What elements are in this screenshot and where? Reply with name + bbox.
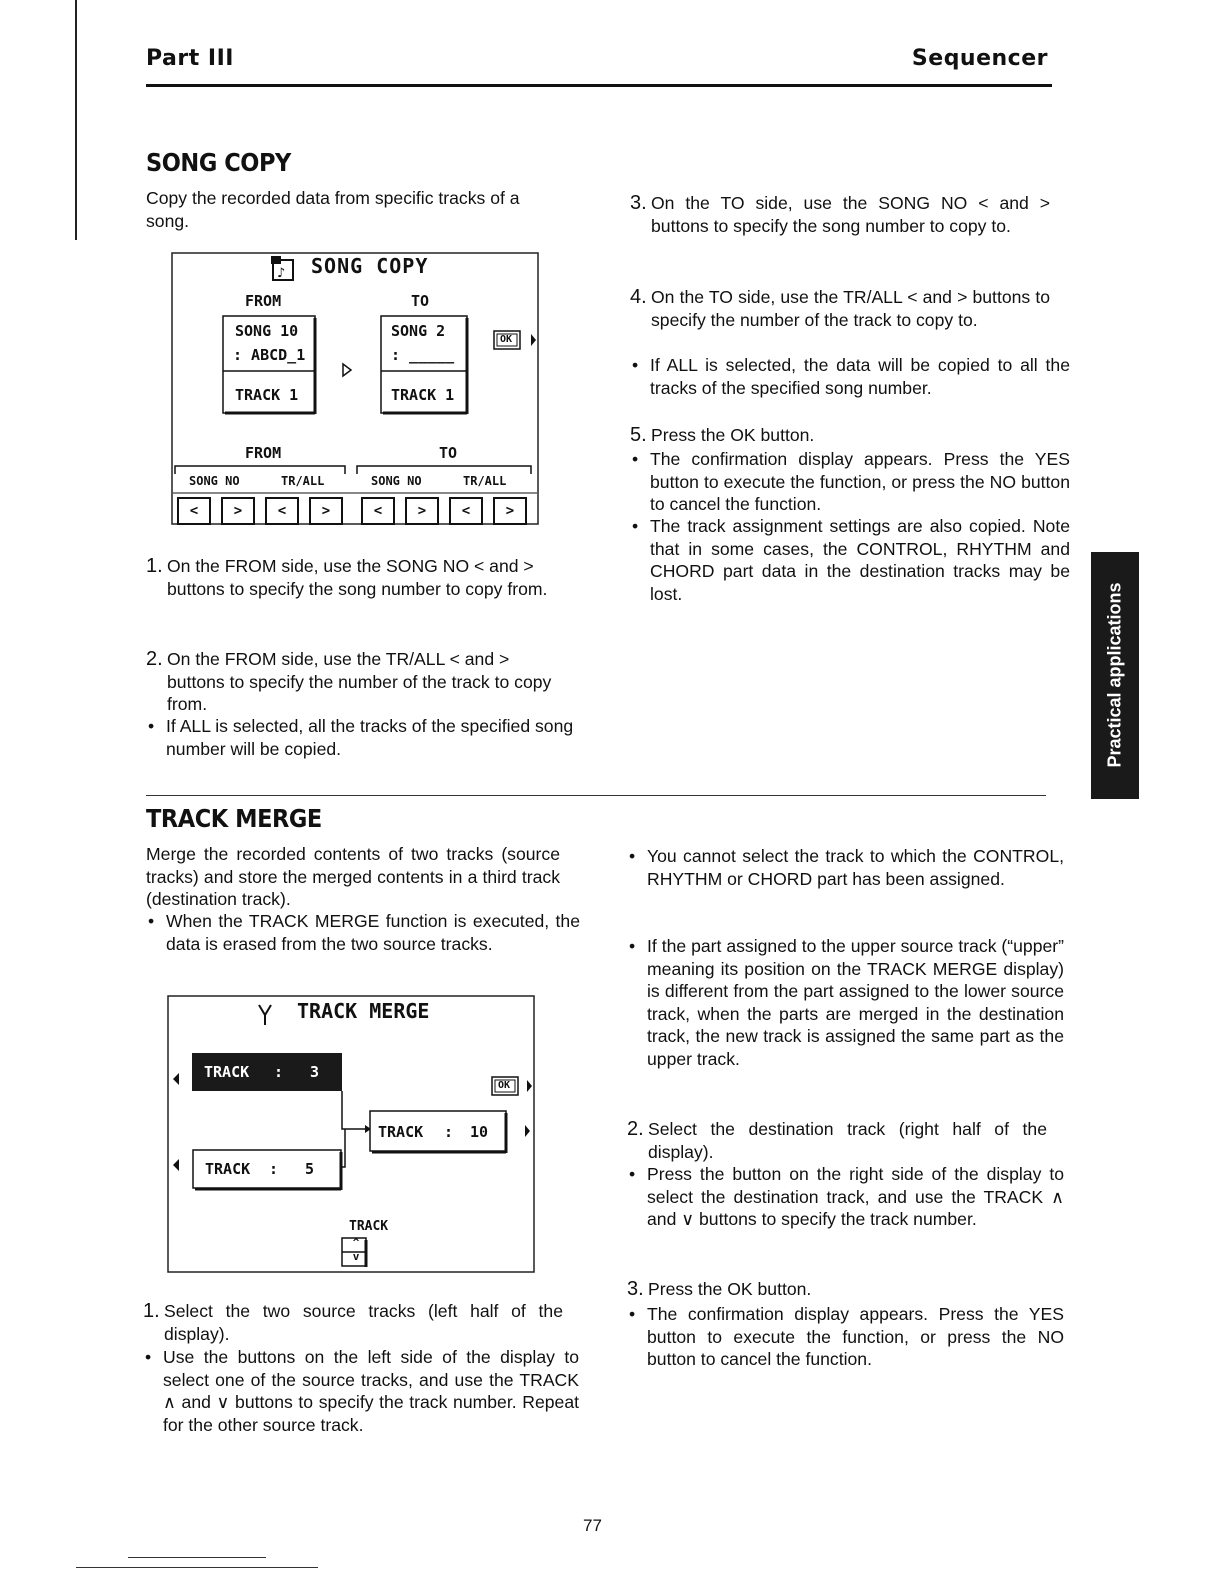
- track-merge-bullet-upper: • If the part assigned to the upper source track (“upper” meaning its position on the TRACK MERGE display) is different from the part assigned to the lower source track, when the parts are merged in the destination track, the new track is assigned the same part as the upper track.: [627, 935, 1064, 1070]
- song-copy-step-2: 2. On the FROM side, use the TR/ALL < and > buttons to specify the number of the track to copy from.: [146, 648, 552, 714]
- from-group-label: FROM: [245, 444, 282, 462]
- song-copy-intro: Copy the recorded data from specific tracks of a song.: [146, 188, 520, 231]
- track-updown-label: TRACK: [349, 1219, 389, 1234]
- track-merge-bullet-destination: • Press the button on the right side of the display to select the destination track, and use the TRACK ∧ and ∨ buttons to specify the track number.: [627, 1163, 1064, 1231]
- track-merge-bullet-confirm: • The confirmation display appears. Press the YES button to execute the function, or press the NO button to cancel the function.: [627, 1303, 1064, 1371]
- song-copy-bullet-assign: • The track assignment settings are also copied. Note that in some cases, the CONTROL, RHYTHM and CHORD part data in the destination tracks may be lost.: [630, 515, 1070, 605]
- source-lower-label: TRACK: [205, 1160, 251, 1178]
- source-lower-track[interactable]: [193, 1150, 341, 1188]
- to-song-no-label: SONG NO: [371, 474, 422, 488]
- song-copy-bullet-all-to: • If ALL is selected, the data will be copied to all the tracks of the specified song number.: [630, 354, 1070, 399]
- track-merge-step-1: 1. Select the two source tracks (left half of the display).: [143, 1300, 563, 1344]
- side-tab-label: Practical applications: [1104, 582, 1125, 768]
- destination-label: TRACK: [378, 1123, 424, 1141]
- header-part: Part III: [146, 46, 234, 71]
- side-tab: [1091, 552, 1139, 799]
- track-merge-step-3: 3. Press the OK button.: [627, 1278, 812, 1300]
- to-song-no-prev-button[interactable]: <: [361, 497, 395, 525]
- to-tr-all-next-button[interactable]: >: [493, 497, 527, 525]
- destination-colon: :: [444, 1123, 454, 1141]
- track-merge-bullet-source: • Use the buttons on the left side of the display to select one of the source tracks, and use the TRACK ∧ and ∨ buttons to specify the track number. Repeat for the other source track.: [143, 1346, 579, 1436]
- song-copy-step-3: 3. On the TO side, use the SONG NO < and > buttons to specify the song number to copy to.: [630, 192, 1050, 236]
- source-upper-number: 3: [310, 1063, 320, 1081]
- to-song-number: SONG 2: [391, 322, 446, 340]
- header-section: Sequencer: [911, 46, 1048, 71]
- ok-button[interactable]: OK: [500, 334, 513, 345]
- from-song-no-label: SONG NO: [189, 474, 240, 488]
- from-tr-all-next-button[interactable]: >: [309, 497, 343, 525]
- destination-track[interactable]: [370, 1111, 506, 1151]
- song-copy-bullet-all: • If ALL is selected, all the tracks of the specified song number will be copied.: [146, 715, 586, 760]
- song-icon: [271, 256, 293, 281]
- svg-text:♪: ♪: [277, 266, 286, 281]
- source-upper-colon: :: [274, 1063, 284, 1081]
- display-from-label: FROM: [245, 292, 282, 310]
- track-merge-display-title: TRACK MERGE: [297, 999, 430, 1023]
- header-rule: [146, 84, 1052, 87]
- song-copy-display: [171, 252, 539, 525]
- track-merge-step-2: 2. Select the destination track (right half of the display).: [627, 1118, 1047, 1162]
- arrow-right-icon: [343, 364, 351, 376]
- from-song-no-next-button[interactable]: >: [221, 497, 255, 525]
- track-merge-intro: Merge the recorded contents of two tracks (source tracks) and store the merged contents in a third track (destination track).: [146, 844, 560, 909]
- song-copy-step-4: 4. On the TO side, use the TR/ALL < and > buttons to specify the number of the track to copy to.: [630, 286, 1050, 330]
- to-song-name: : _____: [391, 346, 455, 364]
- page-number: 77: [583, 1516, 602, 1535]
- from-song-no-prev-button[interactable]: <: [177, 497, 211, 525]
- track-merge-title: TRACK MERGE: [146, 804, 322, 833]
- to-tr-all-label: TR/ALL: [463, 474, 507, 488]
- track-merge-bullet-cannot: • You cannot select the track to which the CONTROL, RHYTHM or CHORD part has been assigned.: [627, 845, 1064, 890]
- to-tr-all-prev-button[interactable]: <: [449, 497, 483, 525]
- track-merge-display: [167, 995, 535, 1273]
- song-copy-display-title: SONG COPY: [311, 254, 429, 278]
- from-tr-all-label: TR/ALL: [281, 474, 325, 488]
- track-merge-intro-bullet: • When the TRACK MERGE function is executed, the data is erased from the two source tracks.: [146, 910, 580, 955]
- song-copy-title: SONG COPY: [146, 148, 291, 177]
- to-group-label: TO: [439, 444, 458, 462]
- song-copy-bullet-confirm: • The confirmation display appears. Press the YES button to execute the function, or press the NO button to cancel the function.: [630, 448, 1070, 516]
- to-song-no-next-button[interactable]: >: [405, 497, 439, 525]
- source-lower-colon: :: [269, 1160, 279, 1178]
- footer-rule-short: [128, 1557, 266, 1558]
- song-copy-step-5: 5. Press the OK button.: [630, 424, 815, 446]
- to-track[interactable]: TRACK 1: [391, 386, 455, 404]
- source-upper-label: TRACK: [204, 1063, 250, 1081]
- left-margin-rule: [75, 0, 77, 240]
- footer-rule: [76, 1567, 318, 1568]
- track-down-button[interactable]: v: [352, 1250, 360, 1263]
- song-copy-step-1: 1. On the FROM side, use the SONG NO < and > buttons to specify the song number to copy from.: [146, 555, 548, 599]
- section-divider: [146, 795, 1046, 796]
- from-tr-all-prev-button[interactable]: <: [265, 497, 299, 525]
- merge-icon: [259, 1005, 271, 1025]
- merge-ok-button[interactable]: OK: [498, 1080, 511, 1091]
- destination-number: 10: [470, 1123, 489, 1141]
- source-lower-number: 5: [305, 1160, 315, 1178]
- from-song-number: SONG 10: [235, 322, 299, 340]
- from-song-name: : ABCD_1: [233, 346, 306, 364]
- track-up-button[interactable]: ^: [352, 1236, 360, 1249]
- from-track[interactable]: TRACK 1: [235, 386, 299, 404]
- display-to-label: TO: [411, 292, 430, 310]
- source-upper-track[interactable]: [192, 1053, 342, 1091]
